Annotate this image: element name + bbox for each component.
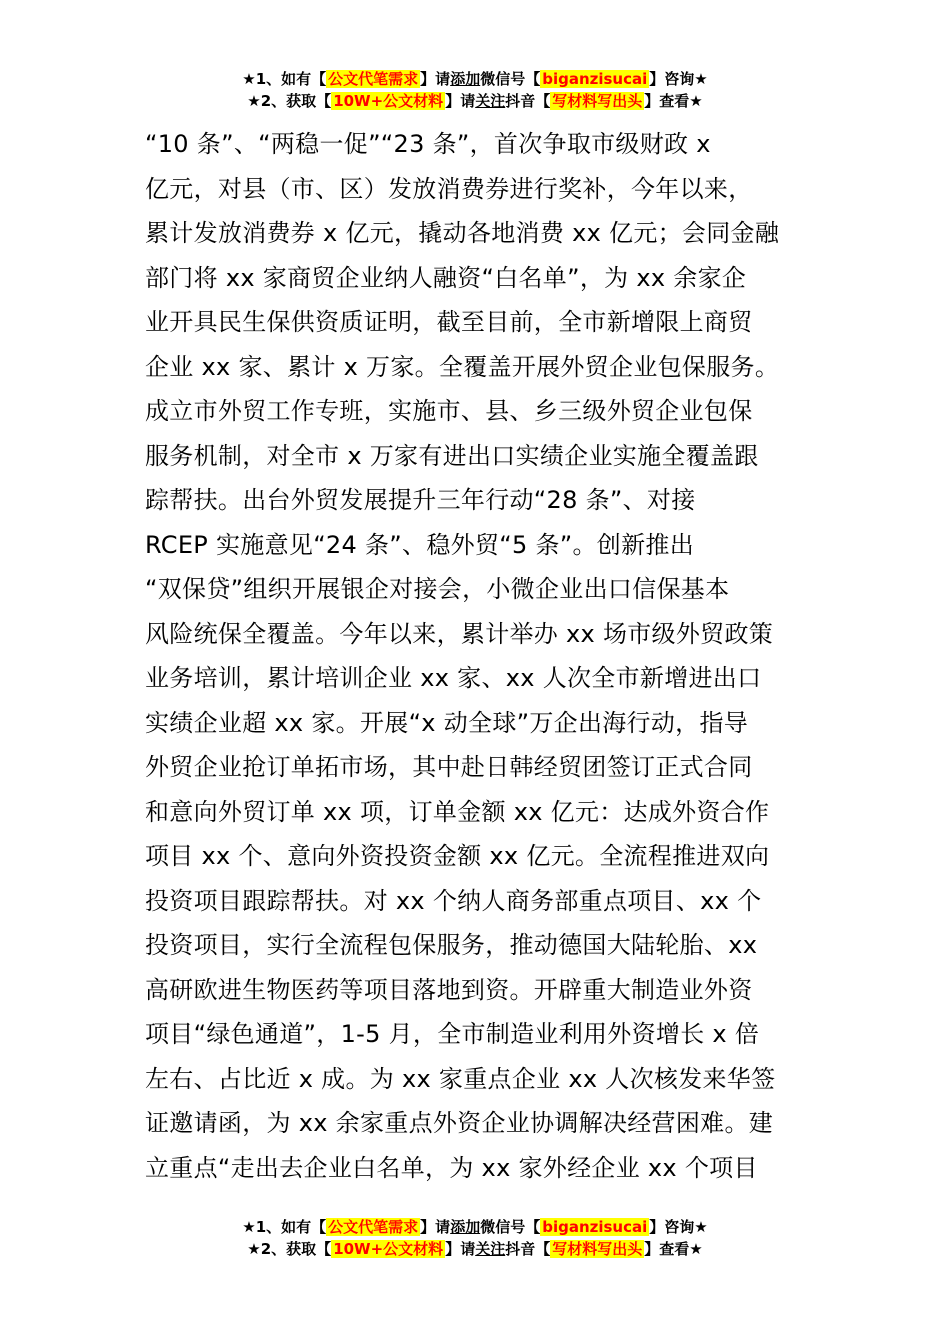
notice-emphasis: 关注	[475, 1240, 506, 1258]
body-line: 服务机制，对全市 x 万家有进出口实绩企业实施全覆盖跟	[145, 441, 759, 470]
notice-wechat-id: biganzisucai	[542, 1218, 648, 1236]
notice-text: ★2、获取【	[247, 92, 332, 110]
notice-text: 】请	[445, 92, 476, 110]
body-line: 高研欧进生物医药等项目落地到资。开辟重大制造业外资	[145, 975, 753, 1004]
notice-text: 】请	[420, 70, 451, 88]
notice-text: ★1、如有【	[242, 70, 327, 88]
body-line: 和意向外贸订单 xx 项，订单金额 xx 亿元：达成外资合作	[145, 797, 770, 826]
body-line: 累计发放消费券 x 亿元，撬动各地消费 xx 亿元；会同金融	[145, 219, 780, 247]
body-line: RCEP 实施意见“24 条”、稳外贸“5 条”。创新推出	[145, 530, 695, 559]
notice-text: 】查看★	[644, 1240, 703, 1258]
notice-text: 】请	[445, 1240, 476, 1258]
notice-text: ★1、如有【	[242, 1218, 327, 1236]
notice-text: 抖音【	[505, 92, 551, 110]
notice-emphasis: 添加	[450, 70, 481, 88]
notice-line-1	[0, 68, 950, 90]
notice-text: 】咨询★	[649, 70, 708, 88]
body-line: 左右、占比近 x 成。为 xx 家重点企业 xx 人次核发来华签	[145, 1064, 776, 1093]
body-line: “10 条”、“两稳一促”“23 条”，首次争取市级财政 x	[145, 130, 711, 158]
body-line: 业务培训，累计培训企业 xx 家、xx 人次全市新增进出口	[145, 664, 762, 692]
body-line: 踪帮扶。出台外贸发展提升三年行动“28 条”、对接	[145, 486, 696, 514]
body-line: “双保贷”组织开展银企对接会，小微企业出口信保基本	[145, 575, 730, 603]
body-line: 投资项目跟踪帮扶。对 xx 个纳人商务部重点项目、xx 个	[145, 886, 762, 915]
notice-highlight: 10W+公文材料	[333, 1240, 444, 1258]
body-line: 部门将 xx 家商贸企业纳人融资“白名单”，为 xx 余家企	[145, 263, 747, 292]
body-line: 证邀请函，为 xx 余家重点外资企业协调解决经营困难。建	[145, 1109, 774, 1137]
notice-text: 抖音【	[505, 1240, 551, 1258]
notice-wechat-id: biganzisucai	[542, 70, 648, 88]
body-line: 立重点“走出去企业白名单，为 xx 家外经企业 xx 个项目	[145, 1153, 758, 1182]
notice-douyin-account: 写材料写出头	[552, 92, 643, 110]
notice-text: 】请	[420, 1218, 451, 1236]
body-line: 风险统保全覆盖。今年以来，累计举办 xx 场市级外贸政策	[145, 619, 774, 648]
body-line: 项目 xx 个、意向外资投资金额 xx 亿元。全流程推进双向	[145, 842, 770, 870]
notice-text: 微信号【	[480, 70, 541, 88]
notice-text: ★2、获取【	[247, 1240, 332, 1258]
notice-highlight: 公文代笔需求	[328, 1218, 419, 1236]
body-line: 实绩企业超 xx 家。开展“x 动全球”万企出海行动，指导	[145, 708, 749, 737]
footer-notice	[0, 1216, 950, 1260]
body-line: 外贸企业抢订单拓市场，其中赴日韩经贸团签订正式合同	[145, 753, 753, 781]
notice-emphasis: 添加	[450, 1218, 481, 1236]
notice-emphasis: 关注	[475, 92, 506, 110]
body-line: 企业 xx 家、累计 x 万家。全覆盖开展外贸企业包保服务。	[145, 352, 780, 381]
body-line: 项目“绿色通道”，1-5 月，全市制造业利用外资增长 x 倍	[145, 1020, 760, 1048]
notice-line-2	[0, 1238, 950, 1260]
body-line: 亿元，对县（市、区）发放消费券进行奖补，今年以来，	[145, 174, 753, 203]
notice-line-2	[0, 90, 950, 112]
body-line: 投资项目，实行全流程包保服务，推动德国大陆轮胎、xx	[145, 931, 758, 959]
body-line: 业开具民生保供资质证明，截至目前，全市新增限上商贸	[145, 308, 753, 336]
document-body	[145, 122, 810, 1190]
notice-douyin-account: 写材料写出头	[552, 1240, 643, 1258]
notice-line-1	[0, 1216, 950, 1238]
notice-text: 】查看★	[644, 92, 703, 110]
notice-text: 微信号【	[480, 1218, 541, 1236]
body-line: 成立市外贸工作专班，实施市、县、乡三级外贸企业包保	[145, 397, 753, 425]
notice-highlight: 10W+公文材料	[333, 92, 444, 110]
notice-text: 】咨询★	[649, 1218, 708, 1236]
notice-highlight: 公文代笔需求	[328, 70, 419, 88]
header-notice	[0, 68, 950, 112]
